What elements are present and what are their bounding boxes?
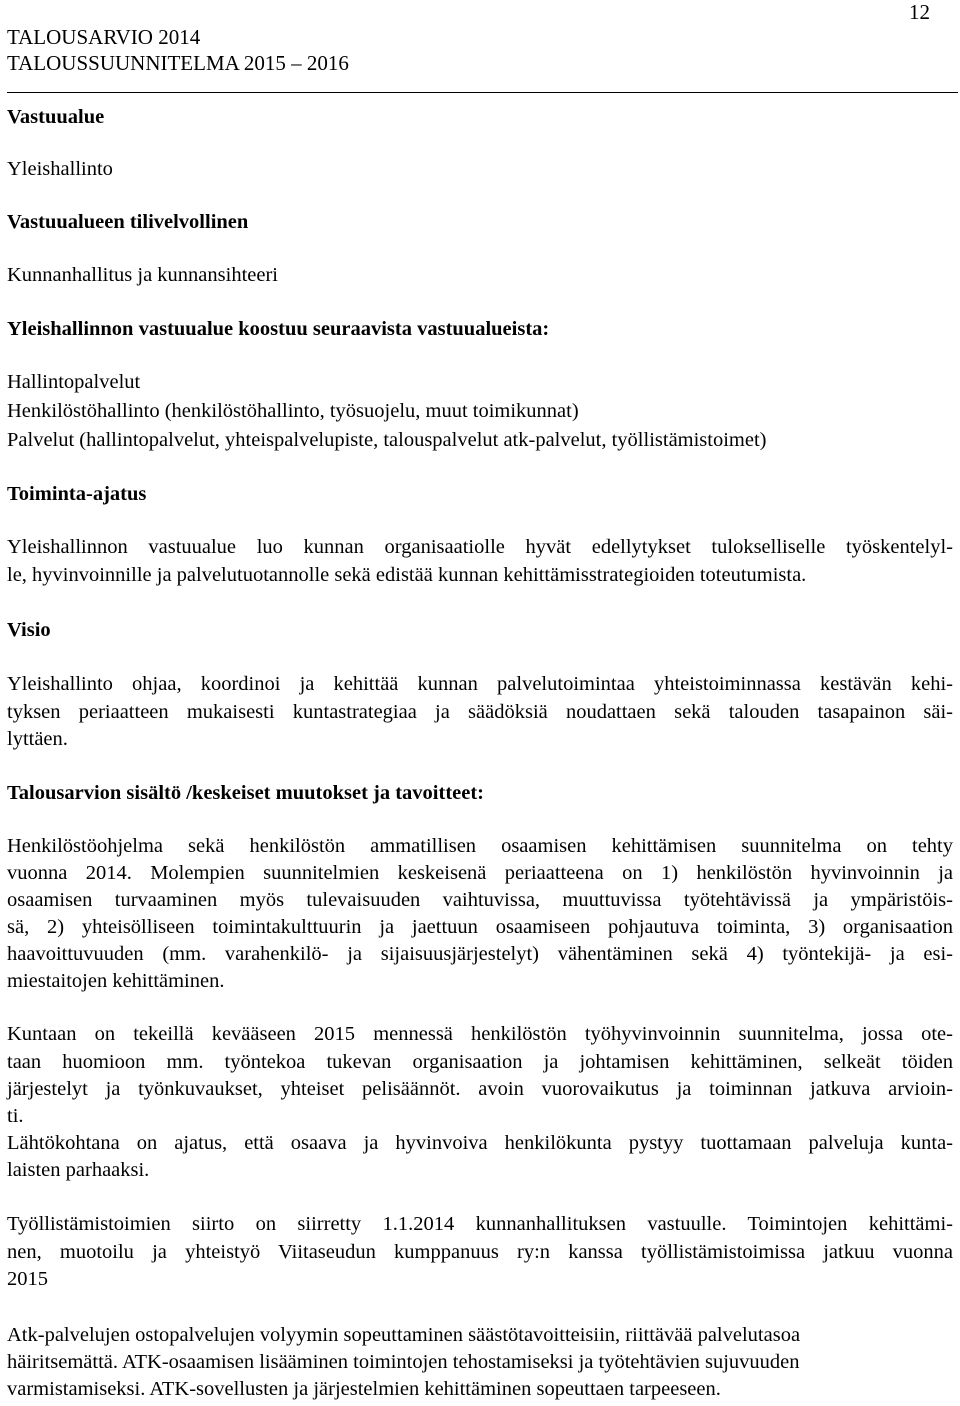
visio-heading: Visio	[7, 619, 51, 641]
vastuualue-heading: Vastuualue	[7, 106, 105, 128]
paragraph-line: järjestelyt ja työnkuvaukset, yhteiset pelisäännöt. avoin vuorovaikutus ja toiminnan jatkuva arvioin-	[7, 1078, 953, 1100]
paragraph-line: Atk-palvelujen ostopalvelujen volyymin sopeuttaminen säästötavoitteisiin, riittävää palvelutasoa	[7, 1324, 801, 1346]
koostuu-heading: Yleishallinnon vastuualue koostuu seuraavista vastuualueista:	[7, 318, 550, 340]
paragraph-line: 2015	[7, 1268, 48, 1290]
paragraph-line: Kuntaan on tekeillä kevääseen 2015 mennessä henkilöstön työhyvinvoinnin suunnitelma, jossa ote-	[7, 1023, 953, 1045]
koostuu-item: Palvelut (hallintopalvelut, yhteispalvelupiste, talouspalvelut atk-palvelut, työllistämistoimet)	[7, 429, 767, 451]
paragraph-line: miestaitojen kehittäminen.	[7, 970, 225, 992]
paragraph-line: Yleishallinto ohjaa, koordinoi ja kehittää kunnan palvelutoimintaa yhteistoiminnassa kestävän kehi-	[7, 673, 953, 695]
paragraph-line: osaamisen turvaaminen myös tulevaisuuden vaihtuvissa, muuttuvissa työtehtävissä ja ympäristöis-	[7, 889, 953, 911]
header-title: TALOUSARVIO 2014	[7, 25, 201, 49]
paragraph-line: Yleishallinnon vastuualue luo kunnan organisaatiolle hyvät edellytykset tulokselliselle työskentelyl-	[7, 536, 953, 558]
paragraph-line: vuonna 2014. Molempien suunnitelmien keskeisenä periaatteena on 1) henkilöstön hyvinvoinnin ja	[7, 862, 953, 884]
tilivelvollinen-heading: Vastuualueen tilivelvollinen	[7, 211, 249, 233]
paragraph-line: ti.	[7, 1105, 24, 1127]
paragraph-line: lyttäen.	[7, 728, 68, 750]
paragraph-line: tyksen periaatteen mukaisesti kuntastrategiaa ja säädöksiä noudattaen sekä talouden tasapainon säi-	[7, 701, 953, 723]
vastuualue-value: Yleishallinto	[7, 158, 113, 180]
header-rule	[7, 92, 958, 93]
paragraph-line: le, hyvinvoinnille ja palvelutuotannolle sekä edistää kunnan kehittämisstrategioiden toteutumista.	[7, 564, 807, 586]
paragraph-line: häiritsemättä. ATK-osaamisen lisääminen toimintojen tehostamiseksi ja työtehtävien sujuvuuden	[7, 1351, 800, 1373]
paragraph-line: varmistamiseksi. ATK-sovellusten ja järjestelmien kehittäminen sopeuttaen tarpeeseen.	[7, 1378, 721, 1400]
paragraph-line: Työllistämistoimien siirto on siirretty 1.1.2014 kunnanhallituksen vastuulle. Toimintojen kehittämi-	[7, 1213, 953, 1235]
page-header	[7, 24, 349, 76]
paragraph-line: Henkilöstöohjelma sekä henkilöstön ammatillisen osaamisen kehittämisen suunnitelma on tehty	[7, 835, 953, 857]
koostuu-item: Hallintopalvelut	[7, 371, 141, 393]
toiminta-ajatus-heading: Toiminta-ajatus	[7, 483, 147, 505]
paragraph-line: sä, 2) yhteisölliseen toimintakulttuurin ja jaettuun osaamiseen pohjautuva toiminta, 3) organisaation	[7, 916, 953, 938]
talousarvio-heading: Talousarvion sisältö /keskeiset muutokset ja tavoitteet:	[7, 782, 484, 804]
paragraph-line: Lähtökohtana on ajatus, että osaava ja hyvinvoiva henkilökunta pystyy tuottamaan palveluja kunta-	[7, 1132, 953, 1154]
koostuu-item: Henkilöstöhallinto (henkilöstöhallinto, työsuojelu, muut toimikunnat)	[7, 400, 579, 422]
paragraph-line: haavoittuvuuden (mm. varahenkilö- ja sijaisuusjärjestelyt) vähentäminen sekä 4) työntekijä- ja esi-	[7, 943, 953, 965]
header-subtitle: TALOUSSUUNNITELMA 2015 – 2016	[7, 51, 349, 75]
page-number: 12	[909, 0, 930, 24]
tilivelvollinen-value: Kunnanhallitus ja kunnansihteeri	[7, 264, 278, 286]
paragraph-line: laisten parhaaksi.	[7, 1159, 150, 1181]
paragraph-line: nen, muotoilu ja yhteistyö Viitaseudun kumppanuus ry:n kanssa työllistämistoimissa jatkuu vuonna	[7, 1241, 953, 1263]
paragraph-line: taan huomioon mm. työntekoa tukevan organisaation ja johtamisen kehittäminen, selkeät töiden	[7, 1051, 953, 1073]
